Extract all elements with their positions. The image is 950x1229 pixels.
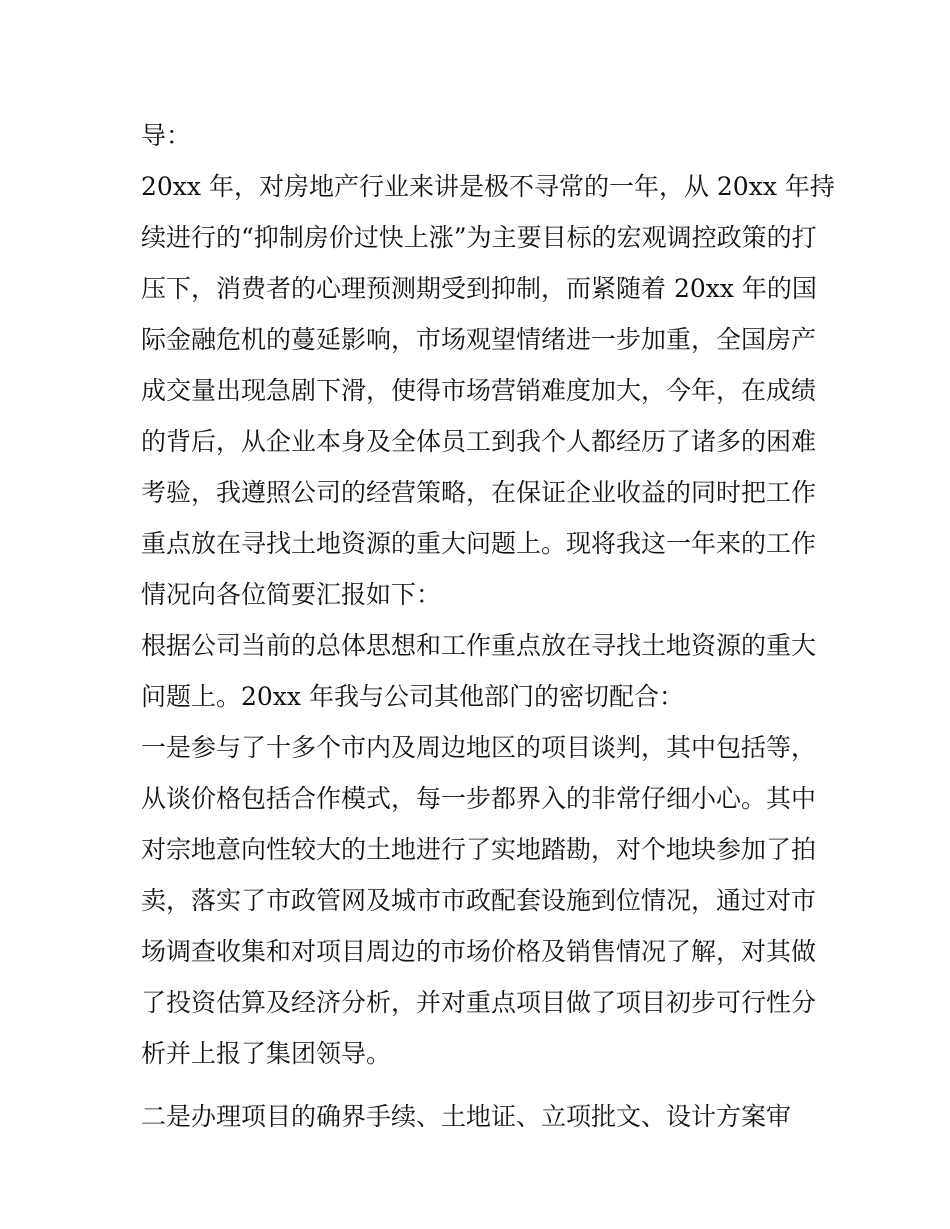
text-line: 对宗地意向性较大的土地进行了实地踏勘，对个地块参加了拍 [141,835,817,864]
text-line: 从谈价格包括合作模式，每一步都界入的非常仔细小心。其中 [141,784,817,813]
text-line: 二是办理项目的确界手续、土地证、立项批文、设计方案审 [141,1102,792,1131]
text-line: 导： [141,121,192,150]
text-line: 成交量出现急剧下滑，使得市场营销难度加大，今年，在成绩 [141,376,817,405]
text-line: 析并上报了集团领导。 [141,1039,392,1068]
text-line: 情况向各位简要汇报如下： [141,580,442,609]
text-line: 的背后，从企业本身及全体员工到我个人都经历了诸多的困难 [141,427,817,456]
text-line: 压下，消费者的心理预测期受到抑制，而紧随着 20xx 年的国 [141,274,817,303]
text-line: 际金融危机的蔓延影响，市场观望情绪进一步加重，全国房产 [141,325,817,354]
text-line: 了投资估算及经济分析，并对重点项目做了项目初步可行性分 [141,988,817,1017]
paragraph-gap [141,1079,816,1091]
text-line: 场调查收集和对项目周边的市场价格及销售情况了解，对其做 [141,937,817,966]
body-text [141,110,835,1142]
text-line: 卖，落实了市政管网及城市市政配套设施到位情况，通过对市 [141,886,817,915]
text-line: 根据公司当前的总体思想和工作重点放在寻找土地资源的重大 [141,631,817,660]
text-line: 考验，我遵照公司的经营策略，在保证企业收益的同时把工作 [141,478,817,507]
text-line: 重点放在寻找土地资源的重大问题上。现将我这一年来的工作 [141,529,817,558]
text-line: 问题上。20xx 年我与公司其他部门的密切配合： [141,682,684,711]
text-line: 一是参与了十多个市内及周边地区的项目谈判，其中包括等， [141,733,817,762]
text-line: 续进行的“抑制房价过快上涨”为主要目标的宏观调控政策的打 [141,223,817,252]
text-line: 20xx 年，对房地产行业来讲是极不寻常的一年，从 20xx 年持 [141,172,835,201]
